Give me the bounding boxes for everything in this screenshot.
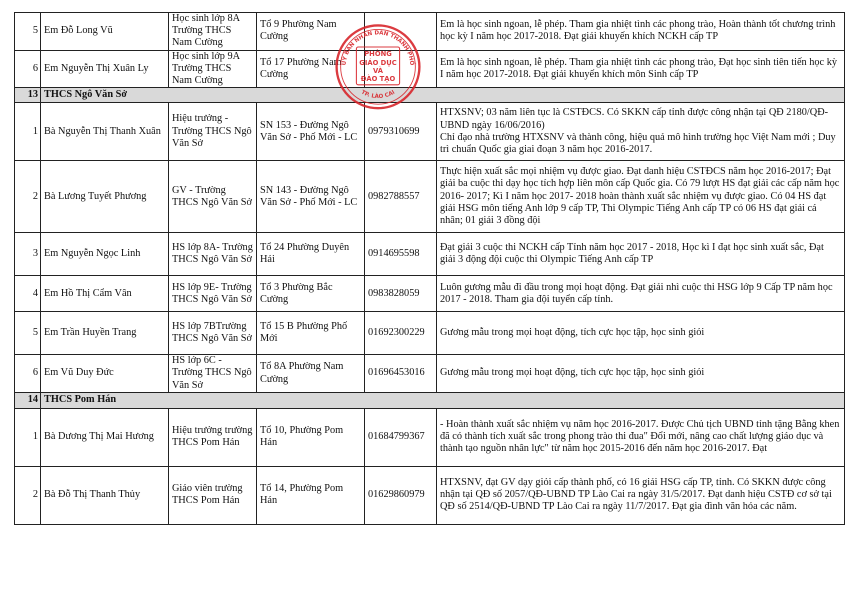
achievement-text: - Hoàn thành xuất sắc nhiệm vụ năm học 2016-2017. Được Chủ tịch UBND tỉnh tặng Bằng khen đã có thành tích xuất sắc trong phong trào thi đua" Đổi mới, nâng cao chất lượng giáo dục và thành tạo nguồn nhân lực" từ năm học 2015-2016 đến năm học 2016-2017. Đạt xyxy=(440,419,840,455)
section-number: 13 xyxy=(15,88,41,103)
home-address: Tổ 10, Phường Pom Hán xyxy=(257,408,365,466)
achievement-description xyxy=(437,312,845,355)
achievement-description xyxy=(437,233,845,276)
unit-position: GV - Trường THCS Ngô Văn Sở xyxy=(169,161,257,233)
achievement-text: Đạt giải 3 cuộc thi NCKH cấp Tỉnh năm học 2017 - 2018, Học kì I đạt học sinh xuất sắc, Đạt giải 3 động đội cuộc thi Olympic Tiếng Anh cấp TP xyxy=(440,242,824,266)
section-row xyxy=(15,392,845,408)
unit-position: Giáo viên trường THCS Pom Hán xyxy=(169,466,257,524)
table-row xyxy=(15,355,845,393)
table-row xyxy=(15,233,845,276)
achievement-description xyxy=(437,161,845,233)
achievement-text: HTXSNV; 03 năm liên tục là CSTĐCS. Có SKKN cấp tỉnh được công nhận tại QĐ 2180/QĐ-UBND ngày 16/06/2016) xyxy=(440,107,829,131)
phone-number: 01692300229 xyxy=(365,312,437,355)
person-name: Em Hồ Thị Cẩm Vân xyxy=(41,276,169,312)
row-number: 2 xyxy=(15,161,41,233)
home-address: SN 153 - Đường Ngô Văn Sở - Phố Mới - LC xyxy=(257,103,365,161)
row-number: 3 xyxy=(15,233,41,276)
achievement-text: HTXSNV, đạt GV dạy giỏi cấp thành phố, có 16 giải HSG cấp TP, tỉnh. Có SKKN được công nhận tại QĐ số 2057/QĐ-UBND TP Lào Cai ra ngày 31/5/2017. Đạt danh hiệu CSTĐ cơ sở tại QĐ số 2514/QĐ-UBND TP Lào Cai ra ngày 11/7/2017. Đạt gia đình văn hóa các năm. xyxy=(440,477,832,513)
stamp-top-arc: UỶ BAN NHÂN DÂN THÀNH PHỐ xyxy=(341,30,415,66)
stamp-line-4: ĐÀO TẠO xyxy=(360,75,396,84)
home-address: Tổ 24 Phường Duyên Hải xyxy=(257,233,365,276)
achievement-description xyxy=(437,103,845,161)
row-number: 2 xyxy=(15,466,41,524)
person-name: Em Vũ Duy Đức xyxy=(41,355,169,393)
person-name: Em Nguyễn Thị Xuân Ly xyxy=(41,50,169,88)
home-address: Tổ 17 Phường Nam Cường xyxy=(257,50,365,88)
row-number: 5 xyxy=(15,13,41,51)
achievement-text-2: Chỉ đạo nhà trường HTXSNV và thành công, hiệu quả mô hình trường học Việt Nam mới ; Duy trì chuẩn Quốc gia giai đoạn 3 năm học 2016-2017. xyxy=(440,131,836,155)
home-address: Tổ 8A Phường Nam Cường xyxy=(257,355,365,393)
person-name: Em Nguyễn Ngọc Linh xyxy=(41,233,169,276)
person-name: Bà Nguyễn Thị Thanh Xuân xyxy=(41,103,169,161)
table-row xyxy=(15,312,845,355)
table-row xyxy=(15,276,845,312)
phone-number: 01696453016 xyxy=(365,355,437,393)
achievement-text: Thực hiện xuất sắc mọi nhiệm vụ được giao. Đạt danh hiệu CSTĐCS năm học 2016-2017; Đạt giải ba cuộc thi dạy học tích hợp liên môn cấp Quốc gia. Có 79 lượt HS đạt giải các cấp năm học 2016- 2017; Kì I năm học 2017- 2018 hoàn thành xuất sắc nhiệm vụ được giao. Có 04 HS đạt giải HSG môn tiếng Anh lớp 9 cấp TP, Thi Olympic Tiếng Anh cấp TP có 06 HS đạt giải cá nhân; 01 giải 3 đồng đội xyxy=(440,166,840,227)
home-address: Tổ 3 Phường Bắc Cường xyxy=(257,276,365,312)
person-name: Bà Dương Thị Mai Hương xyxy=(41,408,169,466)
achievement-text: Gương mẫu trong mọi hoạt động, tích cực học tập, học sinh giỏi xyxy=(440,367,705,379)
table-row xyxy=(15,103,845,161)
section-title: THCS Pom Hán xyxy=(41,392,845,408)
table-row xyxy=(15,466,845,524)
table-row xyxy=(15,408,845,466)
stamp-line-1: PHÒNG xyxy=(364,50,392,59)
unit-position: HS lớp 6C - Trường THCS Ngô Văn Sở xyxy=(169,355,257,393)
unit-position: HS lớp 9E- Trường THCS Ngô Văn Sở xyxy=(169,276,257,312)
achievement-description xyxy=(437,355,845,393)
stamp-line-2: GIÁO DỤC xyxy=(359,59,397,67)
person-name: Em Trần Huyền Trang xyxy=(41,312,169,355)
phone-number xyxy=(365,13,437,51)
unit-position: Hiệu trưởng - Trường THCS Ngô Văn Sở xyxy=(169,103,257,161)
achievement-description xyxy=(437,466,845,524)
person-name: Bà Lương Tuyết Phương xyxy=(41,161,169,233)
section-row xyxy=(15,88,845,103)
achievement-text: Em là học sinh ngoan, lễ phép. Tham gia nhiệt tình các phong trào, Hoàn thành tốt chương trình học kỳ I năm học 2017-2018. Đạt giải khuyến khích NCKH cấp TP xyxy=(440,19,836,43)
unit-position: Hiệu trưởng trường THCS Pom Hán xyxy=(169,408,257,466)
achievement-description xyxy=(437,408,845,466)
unit-position: HS lớp 8A- Trường THCS Ngô Văn Sở xyxy=(169,233,257,276)
stamp-bottom-arc: TP. LÀO CAI xyxy=(359,89,397,101)
home-address: Tổ 9 Phường Nam Cường xyxy=(257,13,365,51)
achievement-description xyxy=(437,50,845,88)
phone-number: 0914695598 xyxy=(365,233,437,276)
unit-position: Học sinh lớp 8A Trường THCS Nam Cường xyxy=(169,13,257,51)
row-number: 1 xyxy=(15,103,41,161)
home-address: SN 143 - Đường Ngô Văn Sở - Phố Mới - LC xyxy=(257,161,365,233)
achievement-description xyxy=(437,13,845,51)
row-number: 6 xyxy=(15,355,41,393)
phone-number: 0983828059 xyxy=(365,276,437,312)
phone-number xyxy=(365,50,437,88)
home-address: Tổ 15 B Phường Phố Mới xyxy=(257,312,365,355)
row-number: 6 xyxy=(15,50,41,88)
document-page xyxy=(14,12,845,525)
home-address: Tổ 14, Phường Pom Hán xyxy=(257,466,365,524)
phone-number: 0982788557 xyxy=(365,161,437,233)
section-title: THCS Ngô Văn Sở xyxy=(41,88,845,103)
person-name: Bà Đỗ Thị Thanh Thủy xyxy=(41,466,169,524)
unit-position: HS lớp 7BTrường THCS Ngô Văn Sở xyxy=(169,312,257,355)
achievement-text: Em là học sinh ngoan, lễ phép. Tham gia nhiệt tình các phong trào, Đạt học sinh tiên tiến học kỳ I năm học 2017-2018. Đạt giải khuyến khích môn Sinh cấp TP xyxy=(440,56,838,80)
phone-number: 0979310699 xyxy=(365,103,437,161)
row-number: 5 xyxy=(15,312,41,355)
achievement-text: Luôn gương mẫu đi đầu trong mọi hoạt động. Đạt giải nhì cuộc thi HSG lớp 9 Cấp TP năm học 2017 - 2018. Tham gia đội tuyển cấp tỉnh. xyxy=(440,281,833,305)
table-row xyxy=(15,13,845,51)
stamp-line-3: VÀ xyxy=(373,67,383,76)
table-row xyxy=(15,50,845,88)
achievement-text: Gương mẫu trong mọi hoạt động, tích cực học tập, học sinh giỏi xyxy=(440,327,705,339)
phone-number: 01629860979 xyxy=(365,466,437,524)
achievement-description xyxy=(437,276,845,312)
unit-position: Học sinh lớp 9A Trường THCS Nam Cường xyxy=(169,50,257,88)
awards-table xyxy=(14,12,845,525)
section-number: 14 xyxy=(15,392,41,408)
row-number: 4 xyxy=(15,276,41,312)
row-number: 1 xyxy=(15,408,41,466)
person-name: Em Đỗ Long Vũ xyxy=(41,13,169,51)
table-row xyxy=(15,161,845,233)
phone-number: 01684799367 xyxy=(365,408,437,466)
